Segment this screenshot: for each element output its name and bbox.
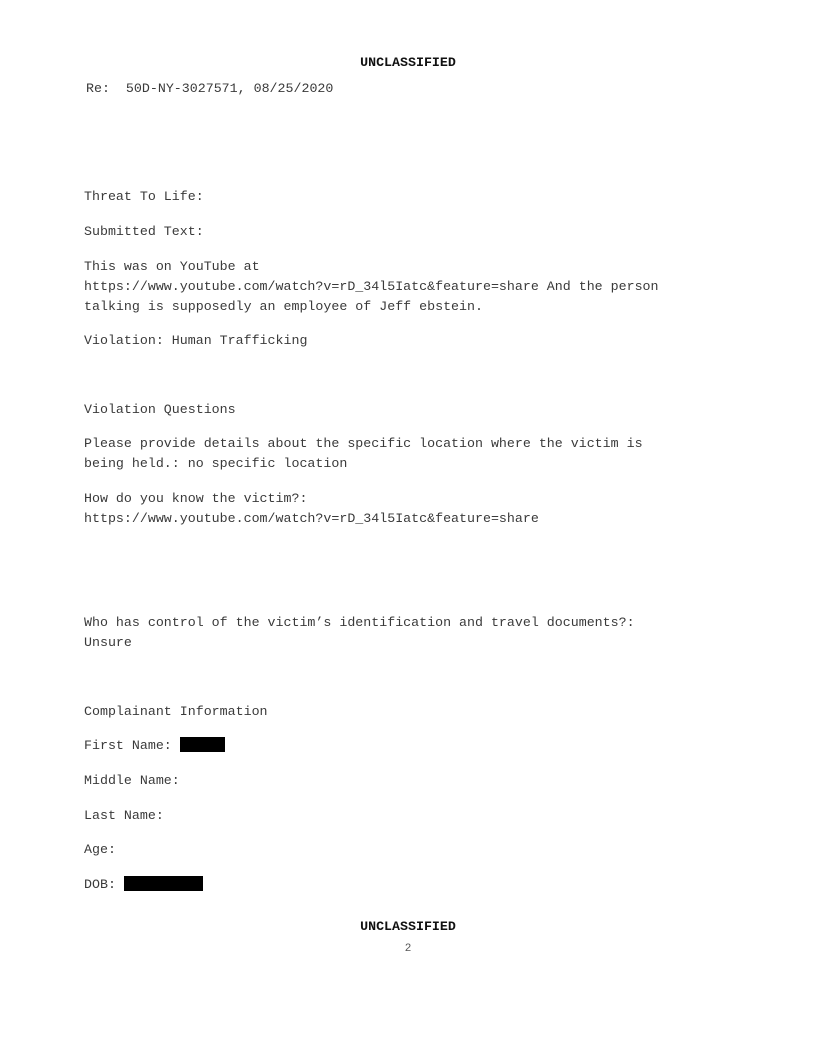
submitted-line: This was on YouTube at — [84, 259, 260, 274]
dob-label: DOB: — [84, 877, 116, 892]
question-documents — [84, 613, 635, 653]
page-number: 2 — [404, 943, 412, 955]
question-location — [84, 434, 643, 474]
submitted-line: https://www.youtube.com/watch?v=rD_34l5Iatc&feature=share And the person — [84, 279, 659, 294]
redaction-box — [180, 737, 225, 752]
first-name-label: First Name: — [84, 738, 172, 753]
submitted-text-label: Submitted Text: — [84, 224, 204, 239]
reference-label: Re: — [86, 81, 110, 96]
question-line: Who has control of the victim’s identification and travel documents?: — [84, 615, 635, 630]
question-know-victim — [84, 489, 539, 529]
violation-line: Violation: Human Trafficking — [84, 333, 308, 348]
age-label: Age: — [84, 842, 116, 857]
submitted-text-body — [84, 257, 659, 317]
violation-questions-heading: Violation Questions — [84, 402, 236, 417]
header-classification: UNCLASSIFIED — [360, 55, 456, 70]
question-line: Unsure — [84, 635, 132, 650]
first-name-row — [84, 736, 225, 756]
question-line: How do you know the victim?: — [84, 491, 308, 506]
threat-to-life-label: Threat To Life: — [84, 189, 204, 204]
last-name-label: Last Name: — [84, 808, 164, 823]
footer-classification: UNCLASSIFIED — [360, 919, 456, 934]
complainant-heading: Complainant Information — [84, 704, 268, 719]
question-line: being held.: no specific location — [84, 456, 348, 471]
question-line: Please provide details about the specific location where the victim is — [84, 436, 643, 451]
middle-name-label: Middle Name: — [84, 773, 180, 788]
redaction-box — [124, 876, 203, 891]
question-line: https://www.youtube.com/watch?v=rD_34l5Iatc&feature=share — [84, 511, 539, 526]
reference-value: 50D-NY-3027571, 08/25/2020 — [125, 81, 334, 96]
reference-line — [86, 79, 333, 99]
submitted-line: talking is supposedly an employee of Jeff ebstein. — [84, 299, 483, 314]
dob-row — [84, 875, 203, 895]
